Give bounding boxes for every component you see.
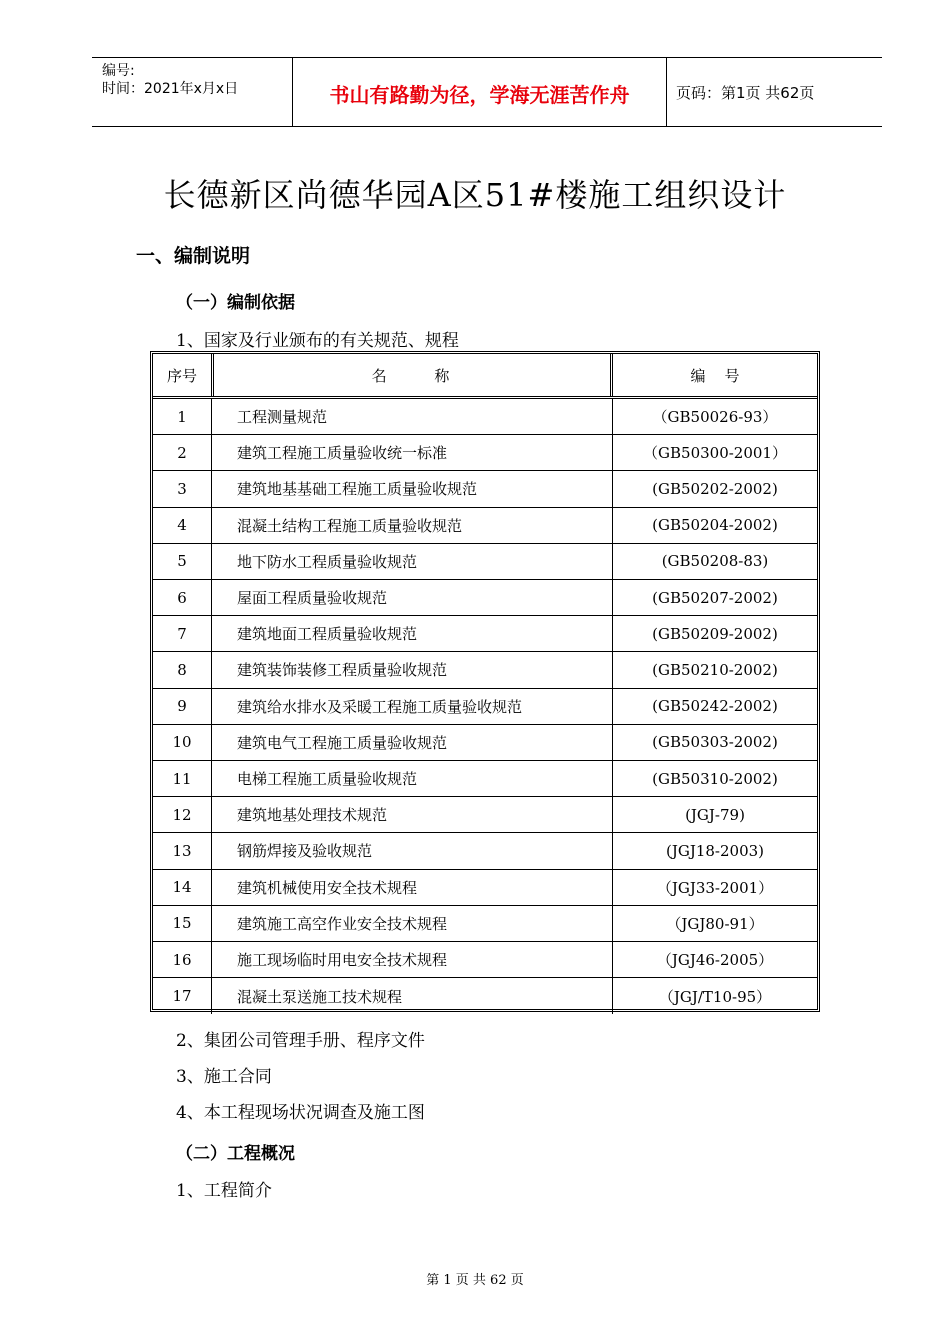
row-number: 2 <box>153 435 212 470</box>
row-name: 混凝土结构工程施工质量验收规范 <box>211 508 613 543</box>
row-number: 14 <box>153 870 212 905</box>
table-row <box>153 399 817 435</box>
table-row <box>153 616 817 652</box>
document-title: 长德新区尚德华园A区51#楼施工组织设计 <box>163 176 787 214</box>
subsection-heading-basis: （一）编制依据 <box>176 293 295 313</box>
paragraph-item-2: 2、集团公司管理手册、程序文件 <box>176 1031 425 1051</box>
header-code: 编 号 <box>690 366 740 385</box>
table-row <box>153 544 817 580</box>
subsection-heading-overview: （二）工程概况 <box>176 1144 295 1164</box>
row-code: （GB50026-93） <box>652 408 778 427</box>
row-name: 建筑机械使用安全技术规程 <box>211 870 613 905</box>
row-name: 混凝土泵送施工技术规程 <box>211 978 613 1014</box>
table-row <box>153 761 817 797</box>
row-number: 16 <box>153 942 212 977</box>
header-page-cell <box>666 58 882 126</box>
row-number: 7 <box>153 616 212 651</box>
row-number: 15 <box>153 906 212 941</box>
paragraph-item-4: 4、本工程现场状况调查及施工图 <box>176 1103 425 1123</box>
table-row <box>153 725 817 761</box>
table-row <box>153 870 817 906</box>
table-header-row <box>153 354 817 399</box>
header-no: 序号 <box>153 354 214 396</box>
row-name: 电梯工程施工质量验收规范 <box>211 761 613 796</box>
table-row <box>153 978 817 1014</box>
row-code: (JGJ-79) <box>685 805 745 824</box>
row-code: (JGJ18-2003) <box>665 841 765 860</box>
row-code: （GB50300-2001） <box>643 444 787 463</box>
row-number: 8 <box>153 652 212 687</box>
row-number: 11 <box>153 761 212 796</box>
row-number: 1 <box>153 399 212 434</box>
row-name: 建筑给水排水及采暖工程施工质量验收规范 <box>211 689 613 724</box>
table-row <box>153 797 817 833</box>
table-row <box>153 689 817 725</box>
row-name: 建筑地基基础工程施工质量验收规范 <box>211 471 613 506</box>
table-row <box>153 471 817 507</box>
row-code: (GB50202-2002) <box>652 479 778 498</box>
row-name: 工程测量规范 <box>211 399 613 434</box>
row-name: 建筑装饰装修工程质量验收规范 <box>211 652 613 687</box>
row-code: (GB50242-2002) <box>652 697 778 716</box>
page-footer: 第 1 页 共 62 页 <box>426 1273 524 1288</box>
row-code: （JGJ46-2005） <box>656 951 774 970</box>
table-row <box>153 435 817 471</box>
row-name: 建筑施工高空作业安全技术规程 <box>211 906 613 941</box>
row-code: (GB50209-2002) <box>652 624 778 643</box>
header-meta-cell <box>92 58 292 126</box>
row-name: 地下防水工程质量验收规范 <box>211 544 613 579</box>
row-code: （JGJ80-91） <box>666 914 764 933</box>
page-info: 页码：第1页 共62页 <box>676 84 815 102</box>
table-row <box>153 508 817 544</box>
paragraph-item-5: 1、工程简介 <box>176 1181 272 1201</box>
row-code: （JGJ33-2001） <box>656 878 774 897</box>
document-header <box>92 57 882 127</box>
row-number: 13 <box>153 833 212 868</box>
row-name: 屋面工程质量验收规范 <box>211 580 613 615</box>
table-row <box>153 652 817 688</box>
table-row <box>153 942 817 978</box>
paragraph-item-1: 1、国家及行业颁布的有关规范、规程 <box>176 331 459 351</box>
row-name: 建筑地面工程质量验收规范 <box>211 616 613 651</box>
row-number: 10 <box>153 725 212 760</box>
row-name: 建筑电气工程施工质量验收规范 <box>211 725 613 760</box>
row-number: 6 <box>153 580 212 615</box>
row-code: (GB50210-2002) <box>652 660 778 679</box>
doc-time-label: 时间：2021年x月x日 <box>102 81 239 97</box>
doc-number-label: 编号: <box>102 63 135 79</box>
motto-text: 书山有路勤为径，学海无涯苦作舟 <box>329 83 630 107</box>
row-number: 4 <box>153 508 212 543</box>
row-code: (GB50204-2002) <box>652 516 778 535</box>
row-code: (GB50208-83) <box>661 552 769 571</box>
table-row <box>153 833 817 869</box>
row-code: (GB50310-2002) <box>652 769 778 788</box>
row-code: (GB50207-2002) <box>652 588 778 607</box>
section-heading-1: 一、编制说明 <box>136 245 251 267</box>
row-name: 建筑工程施工质量验收统一标准 <box>211 435 613 470</box>
header-name: 名 称 <box>211 354 613 396</box>
row-name: 钢筋焊接及验收规范 <box>211 833 613 868</box>
row-name: 建筑地基处理技术规范 <box>211 797 613 832</box>
row-name: 施工现场临时用电安全技术规程 <box>211 942 613 977</box>
row-code: （JGJ/T10-95） <box>658 987 772 1006</box>
table-row <box>153 906 817 942</box>
table-row <box>153 580 817 616</box>
standards-table <box>150 351 820 1012</box>
header-motto-cell <box>292 58 667 126</box>
paragraph-item-3: 3、施工合同 <box>176 1067 272 1087</box>
row-code: (GB50303-2002) <box>652 733 778 752</box>
row-number: 12 <box>153 797 212 832</box>
row-number: 3 <box>153 471 212 506</box>
row-number: 17 <box>153 978 212 1014</box>
row-number: 5 <box>153 544 212 579</box>
row-number: 9 <box>153 689 212 724</box>
